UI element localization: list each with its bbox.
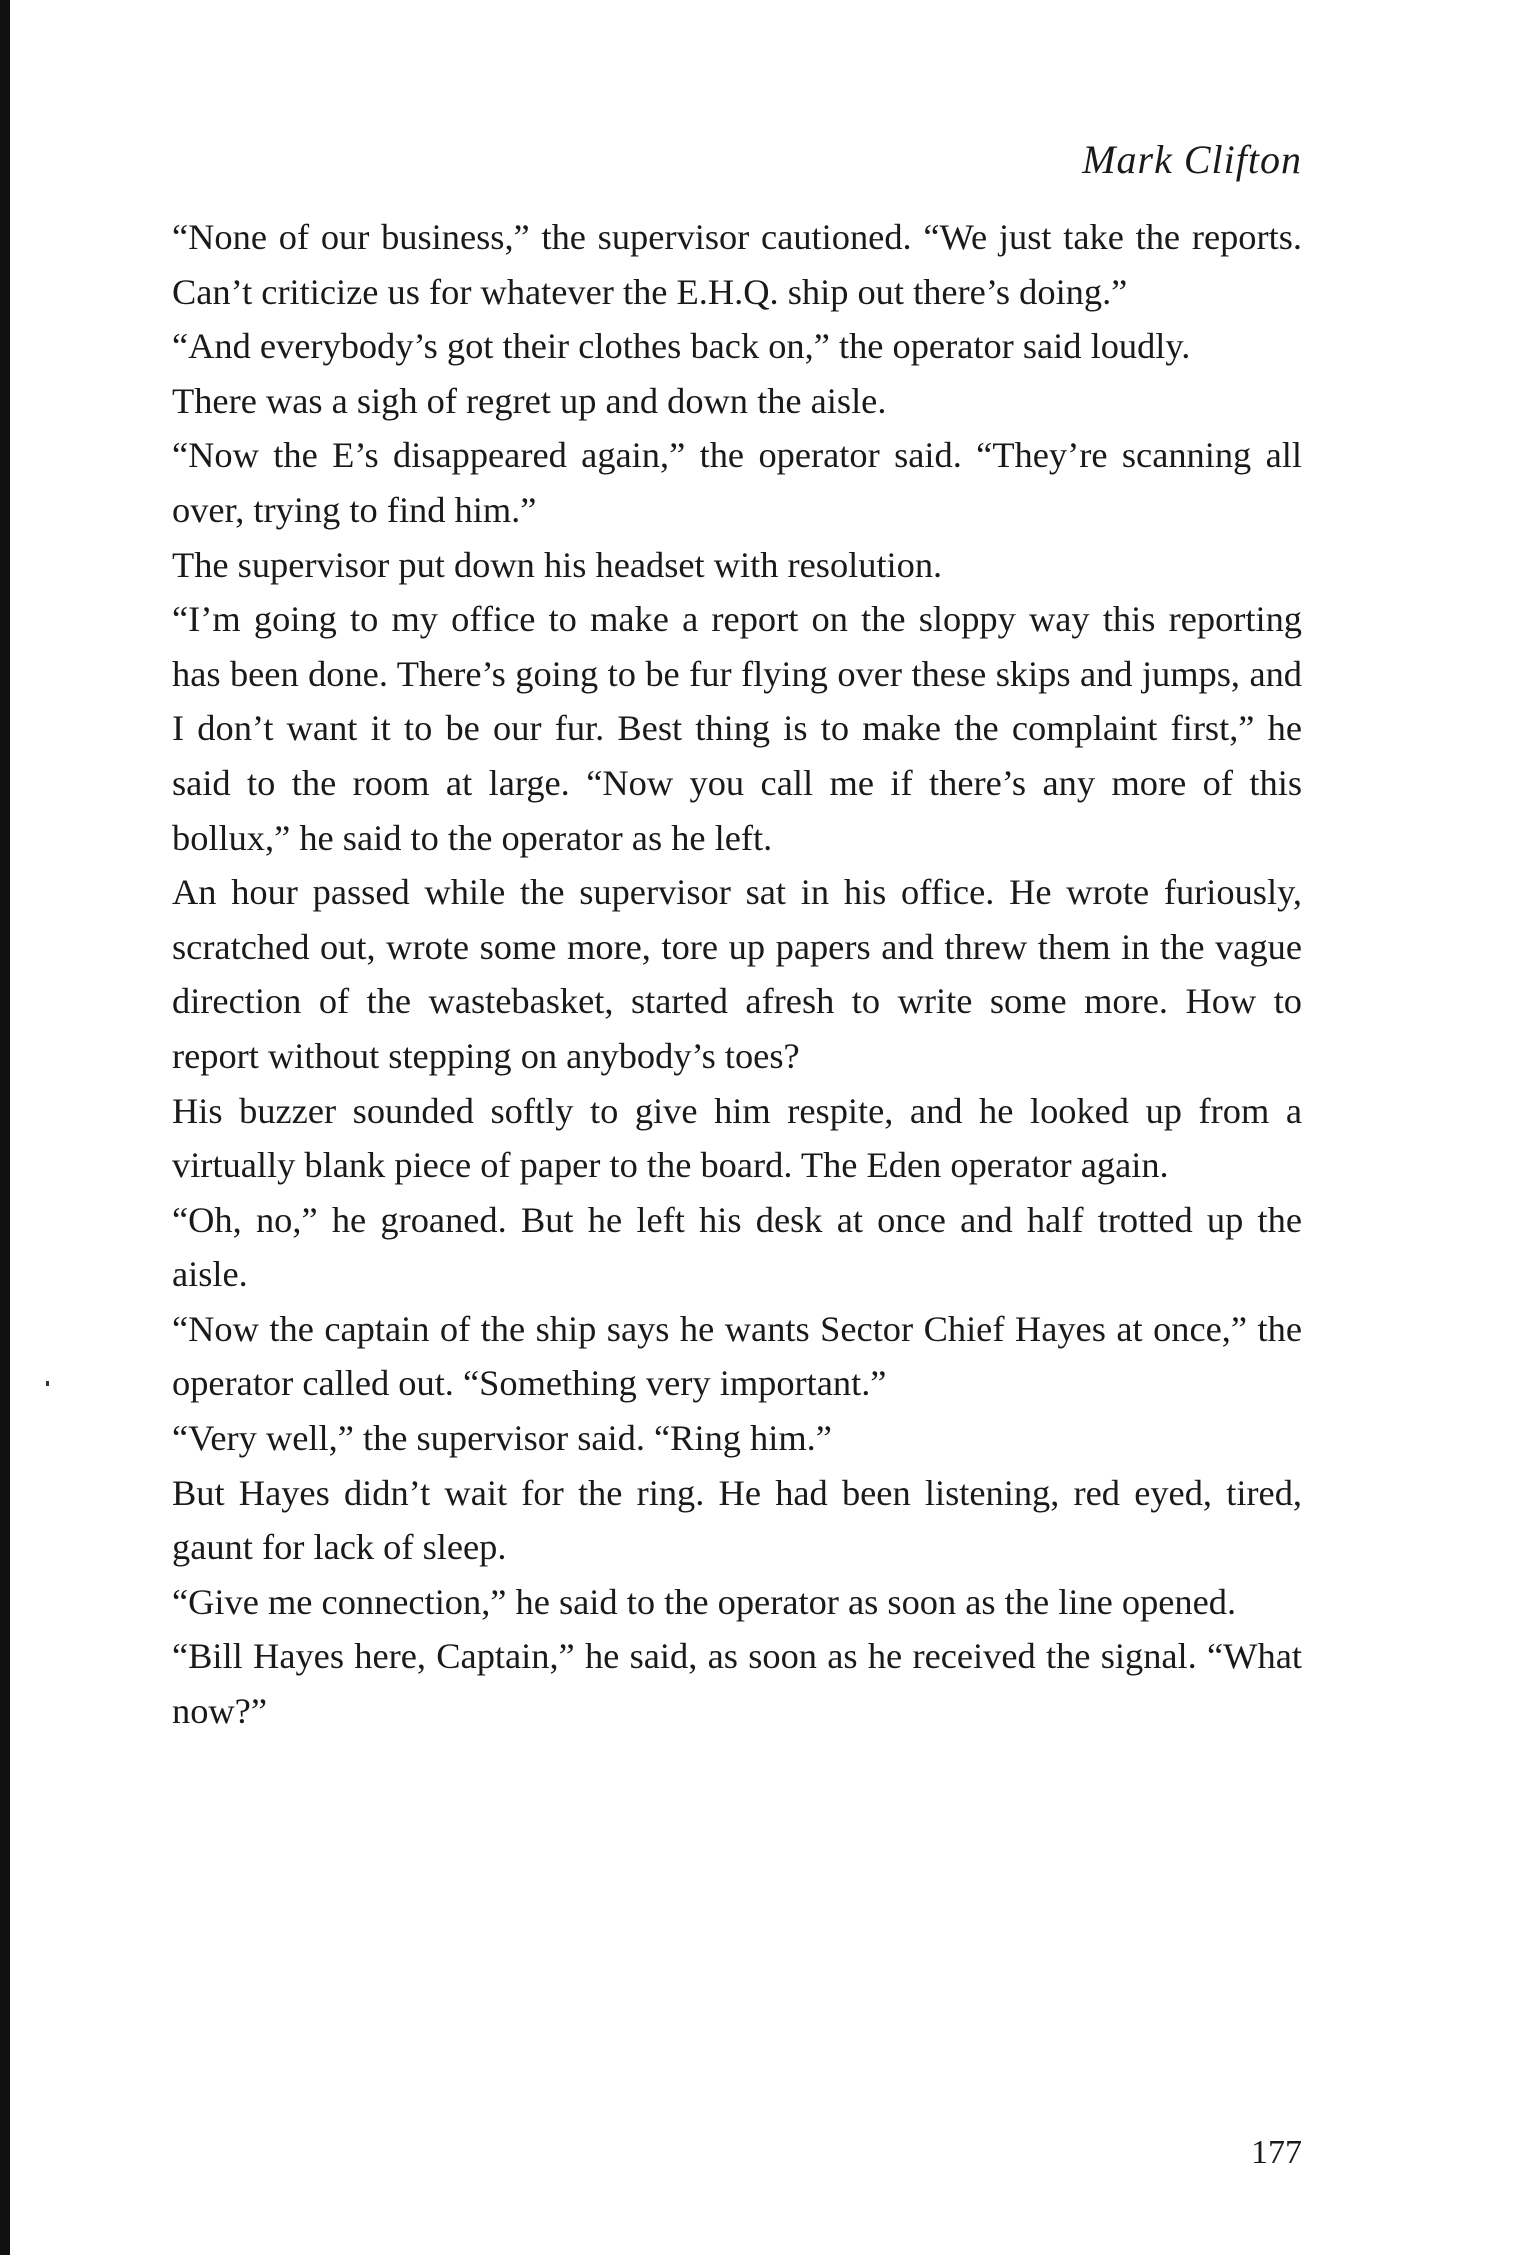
paragraph: But Hayes didn’t wait for the ring. He had been listening, red eyed, tired, gaunt for lack of sleep. xyxy=(172,1472,1302,1568)
paragraph: “And everybody’s got their clothes back on,” the operator said loudly. xyxy=(172,326,1191,367)
page-number: 177 xyxy=(1251,2134,1302,2171)
paragraph: “Oh, no,” he groaned. But he left his desk at once and half trotted up the aisle. xyxy=(172,1199,1302,1295)
paragraph: There was a sigh of regret up and down the aisle. xyxy=(172,380,887,421)
paragraph: “Give me connection,” he said to the operator as soon as the line opened. xyxy=(172,1581,1237,1622)
paragraph: “I’m going to my office to make a report on the sloppy way this reporting has been done. There’s going to be fur flying over these skips and jumps, and I don’t want it to be our fur. Best thing is to make the complaint first,” he said to the room at large. “Now you call me if there’s any more of this bollux,” he said to the operator as he left. xyxy=(172,599,1302,858)
running-header-author: Mark Clifton xyxy=(1082,137,1302,182)
scan-speck xyxy=(46,1381,49,1386)
paragraph: The supervisor put down his headset with resolution. xyxy=(172,544,943,585)
page-body xyxy=(172,210,1302,1739)
paragraph: An hour passed while the supervisor sat in his office. He wrote furiously, scratched out, wrote some more, tore up papers and threw them in the vague direction of the wastebasket, started afresh to write some more. How to report without stepping on anybody’s toes? xyxy=(172,872,1302,1076)
book-spine-edge xyxy=(0,0,10,2255)
paragraph: “Bill Hayes here, Captain,” he said, as soon as he received the signal. “What now?” xyxy=(172,1636,1302,1732)
paragraph: “Very well,” the supervisor said. “Ring him.” xyxy=(172,1418,832,1459)
paragraph: His buzzer sounded softly to give him respite, and he looked up from a virtually blank piece of paper to the board. The Eden operator again. xyxy=(172,1090,1302,1186)
paragraph: “Now the E’s disappeared again,” the operator said. “They’re scanning all over, trying to find him.” xyxy=(172,435,1302,530)
paragraph: “Now the captain of the ship says he wants Sector Chief Hayes at once,” the operator called out. “Something very important.” xyxy=(172,1308,1302,1404)
paragraph: “None of our business,” the supervisor cautioned. “We just take the reports. Can’t criticize us for whatever the E.H.Q. ship out there’s doing.” xyxy=(172,217,1302,312)
